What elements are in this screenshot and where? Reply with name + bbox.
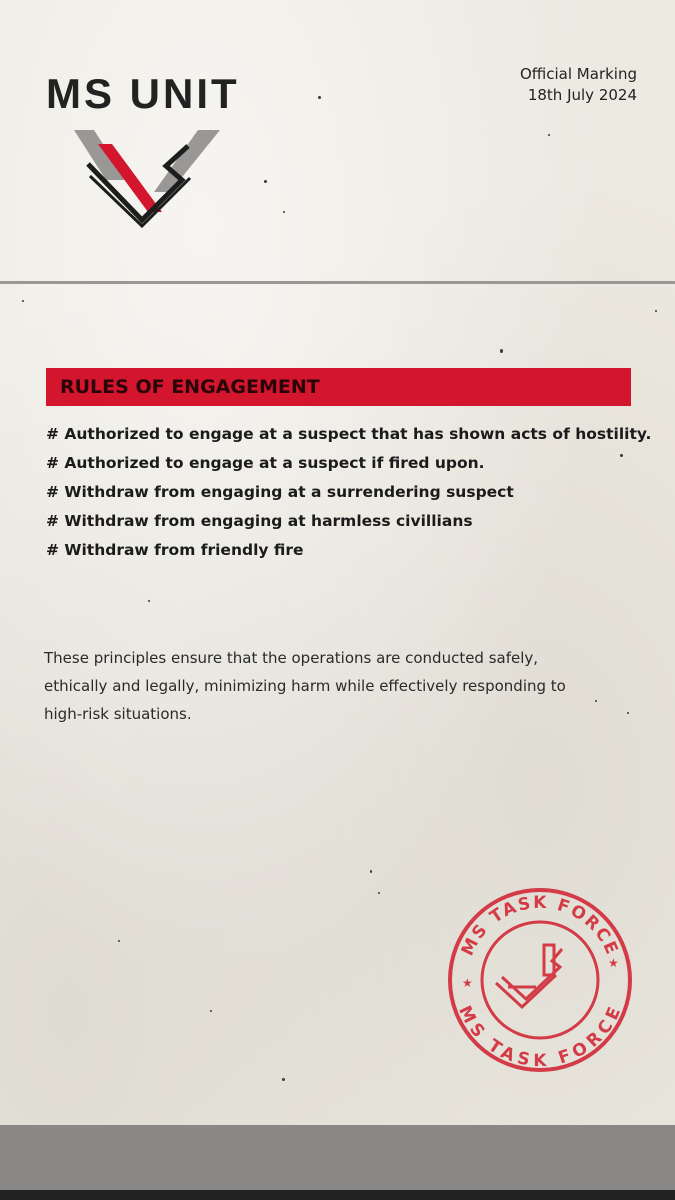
principles-paragraph: These principles ensure that the operations are conducted safely, ethically and legally, minimizing harm while effectively responding to high-risk situations.	[44, 649, 566, 723]
section-header-bar	[46, 368, 631, 406]
speck	[378, 892, 380, 894]
ms-task-force-stamp-icon	[438, 887, 642, 1073]
stamp-bottom-text: MS TASK FORCE	[454, 1002, 626, 1072]
svg-text:MS TASK FORCE	[458, 893, 623, 959]
ms-unit-logo-icon	[70, 126, 220, 228]
logo-text: MS UNIT	[46, 70, 240, 117]
official-marking-label: Official Marking	[519, 65, 637, 83]
speck	[655, 310, 657, 312]
rule-item: # Withdraw from friendly fire	[46, 541, 304, 559]
rules-list	[46, 422, 652, 567]
footer-edge	[0, 1190, 675, 1200]
section-title: RULES OF ENGAGEMENT	[60, 376, 320, 398]
official-marking	[520, 64, 637, 106]
document-date: 18th July 2024	[527, 86, 637, 104]
rule-item: # Withdraw from engaging at a surrendering suspect	[46, 483, 514, 501]
speck	[210, 1010, 212, 1012]
rule-item: # Authorized to engage at a suspect if fired upon.	[46, 454, 485, 472]
svg-text:★: ★	[608, 956, 619, 970]
footer-band	[0, 1125, 675, 1190]
speck	[264, 180, 267, 183]
speck	[148, 600, 150, 602]
rule-item: # Withdraw from engaging at harmless civillians	[46, 512, 473, 530]
svg-text:★: ★	[462, 976, 473, 990]
speck	[500, 349, 503, 353]
speck	[283, 211, 285, 213]
speck	[318, 96, 321, 99]
speck	[627, 712, 629, 714]
header-divider	[0, 281, 675, 284]
speck	[22, 300, 24, 302]
speck	[118, 940, 120, 942]
speck	[282, 1078, 285, 1081]
stamp-top-text: MS TASK FORCE	[457, 892, 623, 960]
speck	[595, 700, 597, 702]
speck	[370, 870, 372, 873]
rule-item: # Authorized to engage at a suspect that has shown acts of hostility.	[46, 425, 652, 443]
speck	[548, 134, 550, 136]
